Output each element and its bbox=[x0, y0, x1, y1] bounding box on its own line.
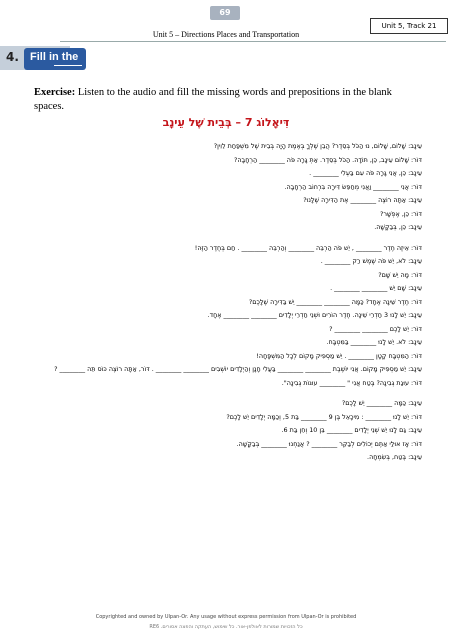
dialog-line: עֵינָב: יֵשׁ לָנוּ 3 חַדְרֵי שֵׁינָה. חֶדֶר הוֹרִים וּשְׁנֵי חַדְרֵי יְלָדִים ________ ________ אֶחָד. bbox=[207, 311, 422, 319]
dialog-line: דּוֹר: חֶדֶר שֵׁינָה אֶחָד? כַּמָּה ________ ________ יֵשׁ בַּדִּירָה שֶׁלָּכֶם? bbox=[248, 297, 422, 306]
dialog-line: דּוֹר: שָׁלוֹם עֵינָב, כֵּן, תּוֹדָה. הַכֹּל בְּסֵדֶר. אַתְּ גָּרָה פֹּה ________ הַרְחָבָה? bbox=[233, 155, 422, 164]
dialog-line: דּוֹר: יֵשׁ לָנוּ ________ : מִיכָאֵל בֶּן 9 ________ בַּת 5, וְכַמָּה יְלָדִים יֵשׁ לָכֶם? bbox=[226, 412, 422, 421]
dialog-line: עֵינָב: בֶּטַח, בְּשִׂמְחָה. bbox=[367, 453, 422, 461]
dialog-line: דּוֹר: הַמִּטְבָּח קָטָן ________ . יֵשׁ מַסְפִּיק מָקוֹם לְכָל הַמִּשְׁפָּחָה! bbox=[256, 351, 422, 360]
dialog-line: דּוֹר: יֵשׁ לָכֶם ________ ________ ? bbox=[329, 324, 422, 333]
dialog-line: עֵינָב: לֹא, יֵשׁ פֹּה שֶׁמֶשׁ רַק ________ . bbox=[320, 257, 422, 265]
dialog-line: עֵינָב: כֵּן, אֲנִי גָּרָה פֹּה עִם בַּעְלִי ________ . bbox=[309, 169, 422, 177]
dialog-line: עֵינָב: כַּמָּה ________ יֵשׁ לָכֶם? bbox=[341, 399, 422, 407]
header-divider bbox=[60, 41, 446, 42]
dialog-line: דּוֹר: אֲנִי ________ וַאֲנִי מְחַפֵּשׂ דִּירָה בִּרְחוֹב הַרְחָבָה. bbox=[284, 182, 422, 191]
dialog-line: עֵינָב: גַּם לָנוּ יֵשׁ שְׁנֵי יְלָדִים ________ בֵּן 10 וְחֵן בַּת 6. bbox=[281, 426, 422, 434]
fill-in-label: Fill in the bbox=[30, 51, 79, 63]
dialog-line: דּוֹר: אֵיזֶה חֶדֶר ________ , יֵשׁ פֹּה הַרְבֵּה ________ וְהַרְבֵּה ________ . חַם בְּחֶדֶר הַזֶּה! bbox=[194, 243, 422, 252]
dialog-line: עֵינָב: לֹא. יֵשׁ לָנוּ ________ בַּמִּטְבָּח. bbox=[326, 338, 422, 346]
dialog-line: דּוֹר: עוּגַת גְּבִינָה? בֶּטַח אֲנִי " ________ עוּגוֹת גְּבִינָה". bbox=[281, 378, 422, 387]
instructions-bold: Exercise: bbox=[34, 87, 76, 98]
exercise-number: 4. bbox=[6, 50, 19, 64]
dialog-line: עֵינָב: כֵּן, בְּבַקָּשָׁה. bbox=[374, 223, 422, 231]
dialog-line: דּוֹר: מָה יֵשׁ שָׁם? bbox=[378, 270, 422, 279]
instructions bbox=[34, 86, 394, 114]
footer-copyright: Copyrighted and owned by Ulpan-Or. Any usage without express permission from Ulpan-Or is prohibited bbox=[95, 614, 357, 620]
track-label: Unit 5, Track 21 bbox=[370, 18, 448, 34]
dialog-body bbox=[30, 140, 422, 465]
footer-hebrew: כל הזכויות שמורות לאולפן-אור. כל שימוש, העתקה והפצה אסורים. RE6 bbox=[149, 624, 303, 630]
fill-in-badge bbox=[24, 48, 86, 70]
badge-blank-line bbox=[54, 65, 82, 66]
dialog-line: דּוֹר: כֵּן, אֶפְשָׁר? bbox=[380, 209, 422, 218]
dialog-line: דּוֹר: אָז אוּלַי אַתֶּם יְכוֹלִים לְבַקֵּר ________ ? אֲנַחְנוּ ________ בְּבַקָּשָׁה. bbox=[236, 439, 422, 448]
page-number: 69 bbox=[210, 6, 240, 20]
instructions-text: Listen to the audio and fill the missing words and prepositions in the blank spaces. bbox=[34, 87, 392, 112]
unit-title: Unit 5 – Directions Places and Transportation bbox=[152, 30, 300, 39]
dialog-line: עֵינָב: יֵשׁ מַסְפִּיק מָקוֹם. אֲנִי יוֹשֶׁבֶת ________ ________ בַּעֲלִי חָנָן וְהַיְלָדִים יוֹשְׁבִים ________ ________ . דּוֹר, אַתָּה רוֹצֶה כּוֹס תֵּה ________ ? bbox=[54, 365, 422, 373]
dialog-line: עֵינָב: אַתָּה רוֹצֶה ________ אֶת הַדִּירָה שֶׁלָּנוּ? bbox=[303, 196, 422, 204]
dialog-title: דִּיאָלוֹג 7 – בְּבֵית שֶׁל עֵינָב bbox=[162, 116, 290, 129]
dialog-line: עֵינָב: שָׁם יֵשׁ ________ ________ . bbox=[330, 284, 422, 292]
dialog-line: עֵינָב: שָׁלוֹם, שָׁלוֹם, נוּ הַכֹּל בְּסֵדֶר? הֲבֵן שֶׁלְּךָ בְּאֶמֶת הָיָה בְּבֵית שֶׁל מִשְׁפַּחַת לֵוִין? bbox=[213, 142, 422, 150]
